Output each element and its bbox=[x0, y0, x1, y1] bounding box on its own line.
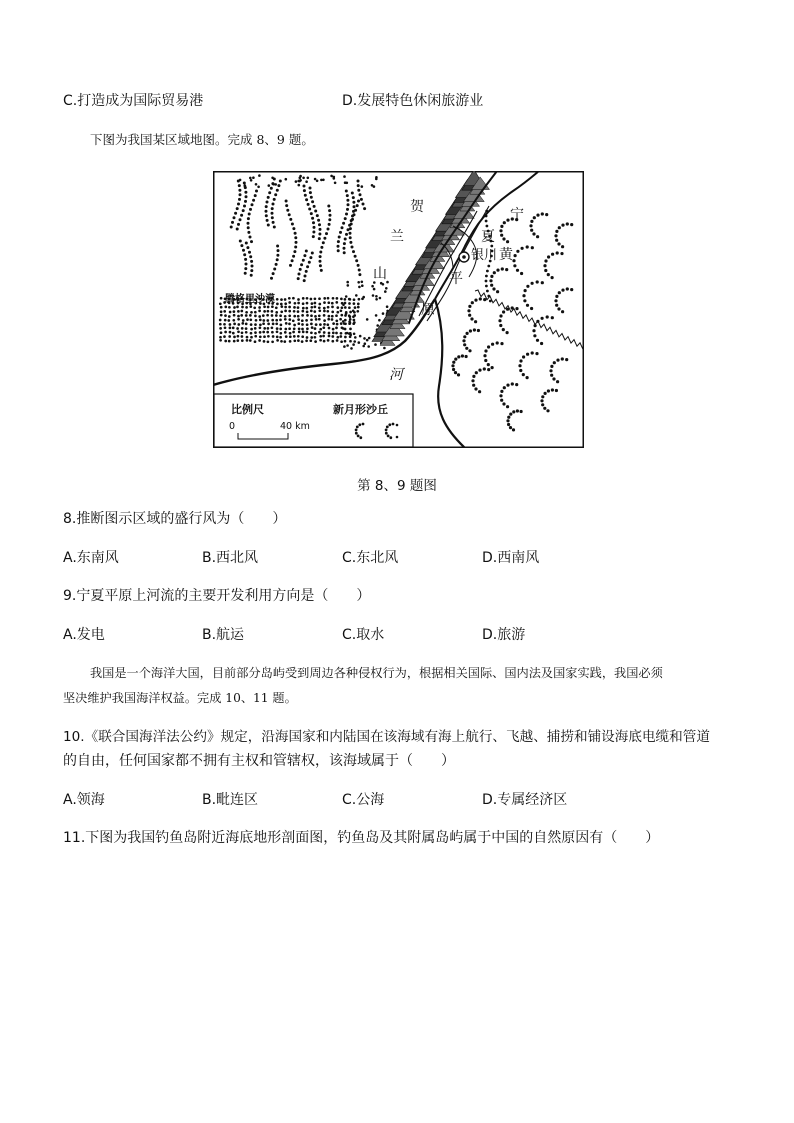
q10-option-b: B.毗连区 bbox=[202, 792, 259, 808]
q8-option-b: B.西北风 bbox=[202, 550, 259, 566]
intro-8-9: 下图为我国某区域地图。完成 8、9 题。 bbox=[90, 132, 314, 147]
q8-option-a: A.东南风 bbox=[63, 550, 119, 566]
q9-stem: 9.宁夏平原上河流的主要开发利用方向是（ ） bbox=[63, 588, 371, 604]
prev-option-c: C.打造成为国际贸易港 bbox=[63, 93, 204, 109]
legend-dune-title: 新月形沙丘 bbox=[333, 403, 388, 416]
region-map bbox=[213, 171, 584, 448]
intro-10-11-line1: 我国是一个海洋大国，目前部分岛屿受到周边各种侵权行为，根据相关国际、国内法及国家实践，我国必须 bbox=[90, 666, 663, 680]
label-yuan: 原 bbox=[421, 302, 435, 318]
label-helan-1: 贺 bbox=[410, 199, 424, 215]
q10-option-a: A.领海 bbox=[63, 792, 105, 808]
q10-option-c: C.公海 bbox=[342, 792, 385, 808]
q9-option-b: B.航运 bbox=[202, 627, 245, 643]
legend-scale-title: 比例尺 bbox=[231, 403, 264, 416]
yinchuan-marker-dot bbox=[462, 255, 466, 259]
q10-stem-line1: 10.《联合国海洋法公约》规定，沿海国家和内陆国在该海域有海上航行、飞越、捕捞和铺设海底电缆和管道 bbox=[63, 729, 710, 745]
label-ping: 平 bbox=[449, 271, 463, 287]
q9-option-a: A.发电 bbox=[63, 627, 105, 643]
label-huang: 黄 bbox=[499, 247, 513, 263]
label-helan-2: 兰 bbox=[390, 229, 404, 245]
q11-stem: 11.下图为我国钓鱼岛附近海底地形剖面图，钓鱼岛及其附属岛屿属于中国的自然原因有（ ） bbox=[63, 830, 660, 846]
prev-option-d: D.发展特色休闲旅游业 bbox=[342, 93, 484, 109]
legend-scale-zero: 0 bbox=[229, 421, 236, 432]
label-he: 河 bbox=[389, 367, 403, 383]
legend-scale-value: 40 km bbox=[280, 421, 310, 432]
label-helan-3: 山 bbox=[373, 266, 387, 282]
q9-option-d: D.旅游 bbox=[482, 627, 526, 643]
q10-option-d: D.专属经济区 bbox=[482, 792, 568, 808]
q8-option-d: D.西南风 bbox=[482, 550, 540, 566]
label-tengger-desert: 腾格里沙漠 bbox=[225, 294, 275, 305]
q8-option-c: C.东北风 bbox=[342, 550, 399, 566]
q9-option-c: C.取水 bbox=[342, 627, 385, 643]
figure-caption: 第 8、9 题图 bbox=[357, 478, 437, 494]
q8-stem: 8.推断图示区域的盛行风为（ ） bbox=[63, 511, 287, 527]
q10-stem-line2: 的自由，任何国家都不拥有主权和管辖权，该海域属于（ ） bbox=[63, 753, 455, 769]
label-xia: 夏 bbox=[481, 229, 495, 245]
label-yinchuan: 银川 bbox=[471, 248, 498, 263]
label-ning: 宁 bbox=[510, 207, 524, 223]
intro-10-11-line2: 坚决维护我国海洋权益。完成 10、11 题。 bbox=[63, 691, 297, 705]
map-legend bbox=[214, 394, 413, 447]
